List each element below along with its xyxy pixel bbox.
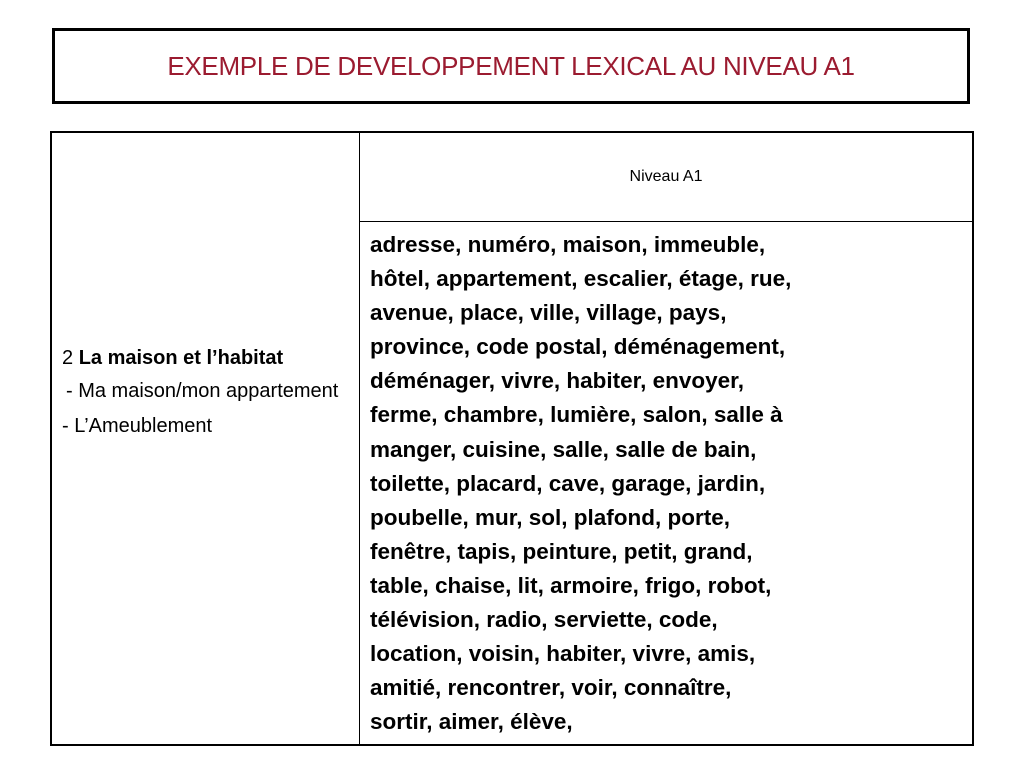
level-header-cell [360,133,972,222]
slide-title: EXEMPLE DE DEVELOPPEMENT LEXICAL AU NIVEAU A1 [167,50,855,81]
topic-cell [52,133,360,744]
vocabulary-list: adresse, numéro, maison, immeuble, hôtel, appartement, escalier, étage, rue, avenue, place, ville, village, pays, province, code postal, déménagement, déménager, vivre, habiter, envoyer, ferme, chambre, lumière, salon, salle à manger, cuisine, salle, salle de bain, toilette, placard, cave, garage, jardin, poubelle, mur, sol, plafond, porte, fenêtre, tapis, peinture, petit, grand, table, chaise, lit, armoire, frigo, robot, télévision, radio, serviette, code, location, voisin, habiter, vivre, amis, amitié, rencontrer, voir, connaître, sortir, aimer, élève, [370,232,792,735]
sub-item-ameublement: - L’Ameublement [62,415,213,437]
topic-title: La maison et l’habitat [78,347,284,369]
level-header: Niveau A1 [629,168,703,185]
topic-heading [62,345,352,372]
topic-content [62,345,352,440]
lexicon-table [50,131,974,746]
title-box [52,28,970,104]
vocabulary-cell [360,222,972,744]
topic-number: 2 [62,347,74,369]
sub-item-ma-maison: - Ma maison/mon appartement [66,380,339,402]
